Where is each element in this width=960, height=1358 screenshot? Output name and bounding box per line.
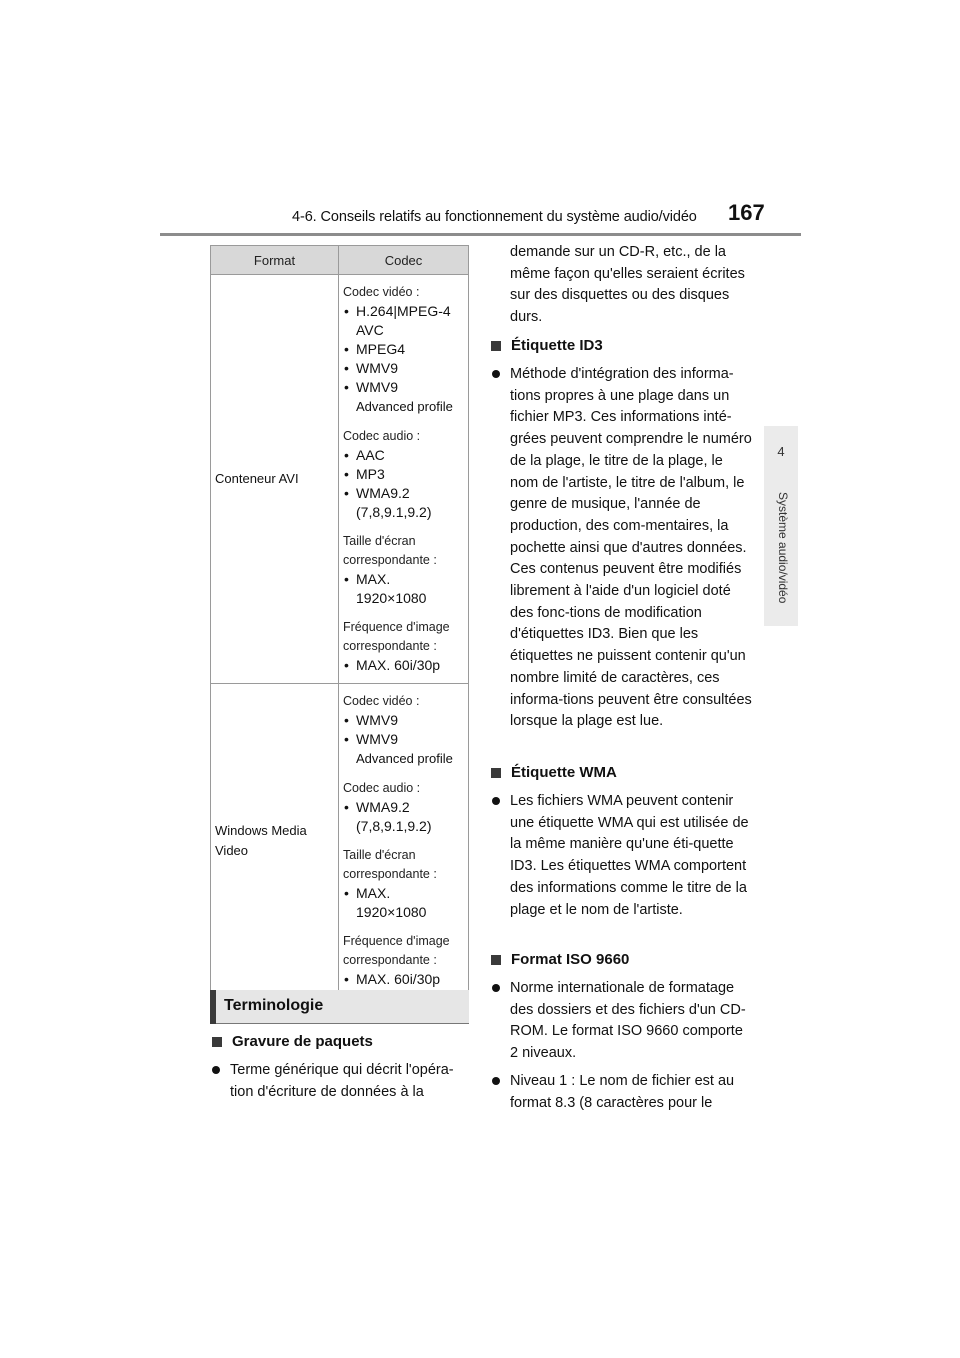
iso9660-level1-item [490, 1071, 752, 1114]
chapter-tab-number: 4 [777, 444, 785, 459]
codec-group-label: Taille d'écran correspondante : [343, 534, 437, 567]
codec-group-label: Taille d'écran correspondante : [343, 848, 437, 881]
heading-accent-bar [210, 990, 216, 1024]
column-header-format: Format [211, 246, 339, 275]
iso9660-title: Format ISO 9660 [491, 951, 629, 968]
codec-list [343, 711, 464, 769]
list-item: • MAX. 1920×1080 [343, 570, 464, 608]
bullet-icon [492, 797, 500, 805]
id3-tag-item [490, 364, 752, 733]
codec-list [343, 446, 464, 522]
iso9660-level1-text: Niveau 1 : Le nom de fichier est au format 8.3 (8 caractères pour le [510, 1073, 735, 1111]
codec-list [343, 570, 464, 608]
profile-note: Advanced profile [356, 751, 453, 766]
packet-writing-text: Terme générique qui décrit l'opéra-tion d'écriture de données à la [230, 1062, 454, 1100]
codec-list [343, 302, 464, 417]
codec-list [343, 656, 464, 675]
list-item: • MAX. 60i/30p [343, 656, 464, 675]
packet-writing-item [210, 1060, 472, 1103]
chapter-header-title: 4-6. Conseils relatifs au fonctionnement du système audio/vidéo [292, 209, 697, 225]
codec-list [343, 798, 464, 836]
format-cell: Conteneur AVI [211, 275, 339, 684]
format-cell: Windows Media Video [211, 684, 339, 998]
codec-group-label: Fréquence d'image correspondante : [343, 934, 450, 967]
page-number: 167 [728, 200, 765, 225]
codec-group-label: Codec audio : [343, 429, 421, 443]
codec-table [210, 245, 469, 998]
chapter-tab-label: Système audio/vidéo [776, 492, 790, 604]
profile-note: Advanced profile [356, 399, 453, 414]
list-item-text: WMV9 [356, 379, 398, 395]
codec-group-label: Fréquence d'image correspondante : [343, 620, 450, 653]
packet-writing-title: Gravure de paquets [212, 1033, 373, 1050]
bullet-icon [492, 984, 500, 992]
column-header-codec: Codec [339, 246, 469, 275]
table-row-wmv [211, 684, 469, 998]
codec-list [343, 970, 464, 989]
list-item: • WMV9 [343, 359, 464, 378]
bullet-icon [212, 1066, 220, 1074]
list-item: • MP3 [343, 465, 464, 484]
id3-tag-text: Méthode d'intégration des informa-tions propres à une plage dans un fichier MP3. Ces informations inté-grées peuvent comprendre le numéro de la plage, le titre de la plage, le nom de l'artiste, le titre de l'album, le genre de musique, l'année de production, des com-mentaires, la pochette ainsi que d'autres données. Ces contenus peuvent être modifiés librement à l'aide d'un logiciel doté des fonc-tions de modification d'étiquettes ID3. Bien que les étiquettes ne puissent contenir qu'un nombre limité de caractères, ces informa-tions peuvent être consultées lorsque la plage est lue. [510, 366, 752, 730]
codec-cell [339, 275, 469, 684]
iso9660-text: Norme internationale de formatage des dossiers et des fichiers d'un CD-ROM. Le format ISO 9660 comporte 2 niveaux. [510, 980, 746, 1062]
packet-writing-continued: demande sur un CD-R, etc., de la même façon qu'elles seraient écrites sur des disquettes ou des disques durs. [510, 244, 745, 326]
wma-tag-item [490, 791, 752, 921]
table-header-row [211, 246, 469, 275]
list-item: • AAC [343, 446, 464, 465]
list-item: • WMA9.2 (7,8,9.1,9.2) [343, 484, 464, 522]
terminology-heading [210, 990, 469, 1024]
wma-tag-text: Les fichiers WMA peuvent contenir une étiquette WMA qui est utilisée de la même manière qu'une éti-quette ID3. Les étiquettes WMA comportent des informations comme le titre de la plage et le nom de l'artiste. [510, 793, 749, 918]
list-item: • WMV9 [343, 711, 464, 730]
header-divider [160, 233, 801, 236]
codec-cell [339, 684, 469, 998]
codec-list [343, 884, 464, 922]
bullet-icon [492, 370, 500, 378]
codec-group-label: Codec vidéo : [343, 694, 420, 708]
wma-tag-title: Étiquette WMA [491, 764, 617, 781]
codec-group-label: Codec vidéo : [343, 285, 420, 299]
list-item: • H.264|MPEG-4 AVC [343, 302, 464, 340]
iso9660-item [490, 978, 752, 1065]
list-item: • MAX. 1920×1080 [343, 884, 464, 922]
codec-group-label: Codec audio : [343, 781, 421, 795]
table-row-avi [211, 275, 469, 684]
list-item: • WMA9.2 (7,8,9.1,9.2) [343, 798, 464, 836]
list-item: • MAX. 60i/30p [343, 970, 464, 989]
bullet-icon [492, 1077, 500, 1085]
list-item [343, 730, 464, 769]
id3-tag-title: Étiquette ID3 [491, 337, 603, 354]
list-item-text: WMV9 [356, 731, 398, 747]
list-item: • MPEG4 [343, 340, 464, 359]
list-item [343, 378, 464, 417]
terminology-heading-text: Terminologie [224, 997, 324, 1014]
